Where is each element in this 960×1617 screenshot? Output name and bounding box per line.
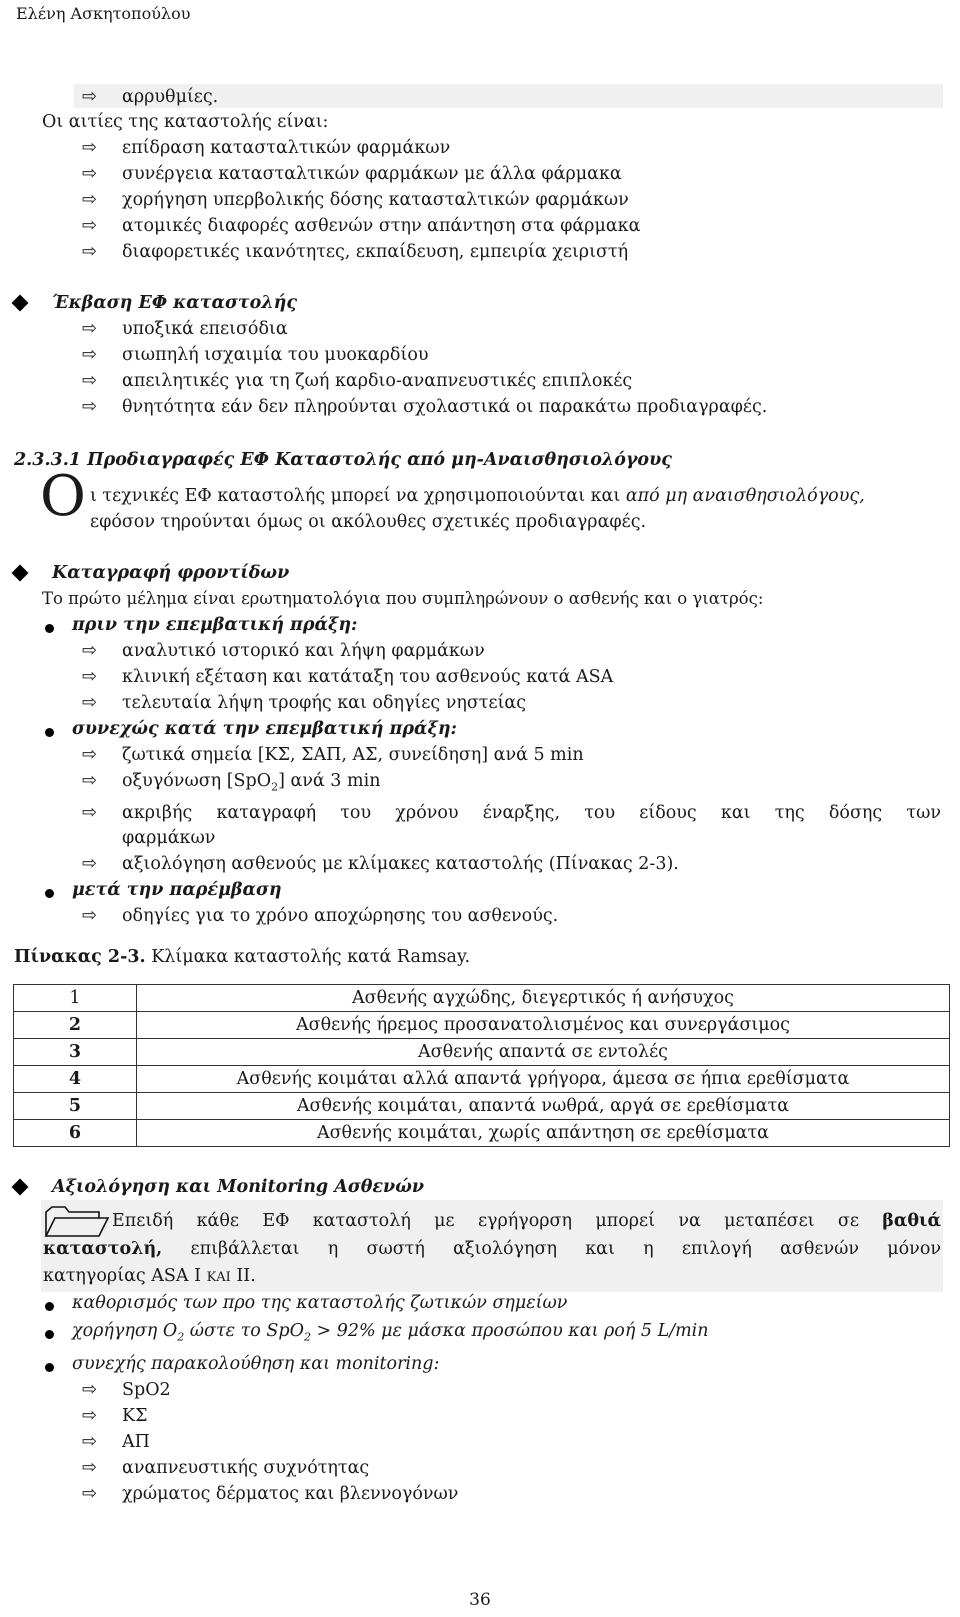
- arrow-bullet-icon: ⇨: [82, 692, 98, 713]
- score-cell: 2: [14, 1012, 137, 1039]
- arrow-bullet-icon: ⇨: [82, 318, 98, 339]
- records-intro: Το πρώτο μέλημα είναι ερωτηματολόγια που συμπληρώνουν ο ασθενής και ο γιατρός:: [42, 589, 764, 608]
- score-cell: 1: [14, 985, 137, 1012]
- round-bullet-icon: [45, 624, 54, 633]
- arrow-bullet-icon: ⇨: [82, 1431, 98, 1452]
- arrow-bullet-icon: ⇨: [82, 344, 98, 365]
- description-cell: Ασθενής κοιμάται αλλά απαντά γρήγορα, άμεσα σε ήπια ερεθίσματα: [137, 1066, 950, 1093]
- list-item: χορήγηση $O_2$ ώστε το SpO$_2$ > 92% με μάσκα προσώπου και ροή 5 L/min: [72, 1321, 709, 1344]
- list-item-line: φαρμάκων: [122, 828, 216, 848]
- score-cell: 4: [14, 1066, 137, 1093]
- score-cell: 3: [14, 1039, 137, 1066]
- arrow-bullet-icon: ⇨: [82, 215, 98, 236]
- section-heading: 2.3.3.1 Προδιαγραφές ΕΦ Καταστολής από μη-Αναισθησιολόγους: [14, 450, 672, 470]
- ramsay-scale-table: [13, 984, 950, 1147]
- round-bullet-icon: [45, 1363, 54, 1372]
- table-caption: Πίνακας 2-3. Κλίμακα καταστολής κατά Ramsay.: [14, 947, 471, 967]
- score-cell: 5: [14, 1093, 137, 1120]
- drop-cap: Ο: [40, 464, 86, 529]
- arrow-bullet-icon: ⇨: [82, 744, 98, 765]
- round-bullet-icon: [45, 728, 54, 737]
- arrow-bullet-icon: ⇨: [82, 1457, 98, 1478]
- table-row: [14, 1093, 950, 1120]
- round-bullet-icon: [45, 889, 54, 898]
- running-header-author: Ελένη Ασκητοπούλου: [16, 4, 191, 23]
- list-item-line: ακριβής καταγραφή του χρόνου έναρξης, του είδους και της δόσης των: [122, 803, 941, 823]
- arrow-bullet-icon: ⇨: [82, 853, 98, 874]
- subheading-before: πριν την επεμβατική πράξη:: [72, 615, 358, 635]
- page-number: 36: [469, 1590, 491, 1610]
- arrow-bullet-icon: ⇨: [82, 1405, 98, 1426]
- diamond-bullet-icon: [12, 295, 29, 312]
- diamond-bullet-icon: [12, 1179, 29, 1196]
- arrow-bullet-icon: ⇨: [82, 241, 98, 262]
- note-line: κατηγορίας ASA I ΚΑΙ II.: [43, 1266, 256, 1286]
- paragraph-line: εφόσον τηρούνται όμως οι ακόλουθες σχετικές προδιαγραφές.: [90, 512, 647, 532]
- table-row: [14, 1120, 950, 1147]
- round-bullet-icon: [45, 1330, 54, 1339]
- description-cell: Ασθενής απαντά σε εντολές: [137, 1039, 950, 1066]
- table-row: [14, 1039, 950, 1066]
- table-row: [14, 1012, 950, 1039]
- table-row: [14, 985, 950, 1012]
- description-cell: Ασθενής ήρεμος προσανατολισμένος και συνεργάσιμος: [137, 1012, 950, 1039]
- outcome-heading: Έκβαση ΕΦ καταστολής: [52, 293, 297, 313]
- arrow-bullet-icon: ⇨: [82, 370, 98, 391]
- note-line: Επειδή κάθε ΕΦ καταστολή με εγρήγορση μπορεί να μεταπέσει σε βαθιά: [112, 1211, 941, 1231]
- diamond-bullet-icon: [12, 565, 29, 582]
- records-heading: Καταγραφή φροντίδων: [52, 563, 290, 583]
- arrow-bullet-icon: ⇨: [82, 770, 98, 791]
- arrow-bullet-icon: ⇨: [82, 640, 98, 661]
- table-row: [14, 1066, 950, 1093]
- description-cell: Ασθενής κοιμάται, χωρίς απάντηση σε ερεθίσματα: [137, 1120, 950, 1147]
- arrow-bullet-icon: ⇨: [82, 1379, 98, 1400]
- arrow-bullet-icon: ⇨: [82, 86, 98, 107]
- arrow-bullet-icon: ⇨: [82, 137, 98, 158]
- arrow-bullet-icon: ⇨: [82, 802, 98, 823]
- subheading-during: συνεχώς κατά την επεμβατική πράξη:: [72, 719, 458, 739]
- causes-intro: Οι αιτίες της καταστολής είναι:: [42, 112, 329, 132]
- arrow-bullet-icon: ⇨: [82, 1483, 98, 1504]
- note-line: καταστολή, επιβάλλεται η σωστή αξιολόγηση και η επιλογή ασθενών μόνον: [43, 1239, 941, 1259]
- list-item: καθορισμός των προ της καταστολής ζωτικών σημείων: [72, 1293, 568, 1313]
- description-cell: Ασθενής κοιμάται, απαντά νωθρά, αργά σε ερεθίσματα: [137, 1093, 950, 1120]
- description-cell: Ασθενής αγχώδης, διεγερτικός ή ανήσυχος: [137, 985, 950, 1012]
- arrow-bullet-icon: ⇨: [82, 905, 98, 926]
- list-item: συνεχής παρακολούθηση και monitoring:: [72, 1354, 440, 1374]
- subheading-after: μετά την παρέμβαση: [72, 880, 282, 900]
- arrow-bullet-icon: ⇨: [82, 666, 98, 687]
- score-cell: 6: [14, 1120, 137, 1147]
- paragraph-line: ι τεχνικές ΕΦ καταστολής μπορεί να χρησιμοποιούνται και από μη αναισθησιολόγους,: [90, 486, 865, 506]
- round-bullet-icon: [45, 1302, 54, 1311]
- arrow-bullet-icon: ⇨: [82, 163, 98, 184]
- monitoring-heading: Αξιολόγηση και Monitoring Ασθενών: [52, 1177, 424, 1197]
- folder-icon: [43, 1205, 111, 1239]
- arrow-bullet-icon: ⇨: [82, 189, 98, 210]
- arrow-bullet-icon: ⇨: [82, 396, 98, 417]
